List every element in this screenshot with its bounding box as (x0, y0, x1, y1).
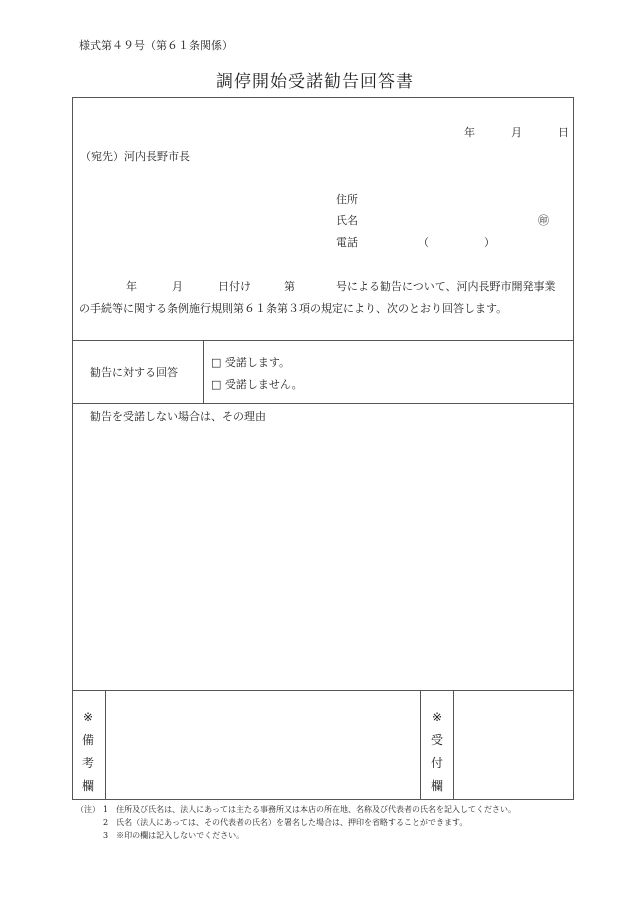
body-number-prefix: 第 (284, 280, 295, 293)
body-line1-rest: 号による勧告について、河内長野市開発事業 (336, 280, 556, 293)
form-frame (72, 97, 574, 800)
receipt-char: 受 (430, 733, 443, 747)
date-day: 日 (558, 126, 569, 139)
note-item-3: 3 ※印の欄は記入しないでください。 (103, 831, 245, 840)
addressee: （宛先）河内長野市長 (80, 150, 190, 163)
form-number: 様式第４９号（第６１条関係） (79, 39, 233, 52)
date-month: 月 (511, 126, 522, 139)
divider-response-top (72, 340, 574, 341)
remarks-char: 備 (81, 733, 94, 747)
divider-response-label (203, 340, 204, 403)
date-year: 年 (464, 126, 475, 139)
document-title: 調停開始受諾勧告回答書 (216, 72, 414, 92)
name-label: 氏名 (336, 214, 358, 227)
remarks-char: 欄 (81, 779, 94, 793)
remarks-label (78, 706, 98, 798)
divider-remarks-top (72, 690, 574, 691)
receipt-marker: ※ (431, 710, 443, 724)
receipt-char: 付 (430, 756, 443, 770)
receipt-char: 欄 (430, 779, 443, 793)
receipt-label (427, 706, 447, 798)
option-accept-label: 受諾します。 (224, 356, 291, 369)
checkbox-accept[interactable]: □ (211, 356, 222, 369)
checkbox-reject[interactable]: □ (211, 378, 222, 391)
body-day: 日付け (218, 280, 251, 293)
option-reject-label: 受諾しません。 (224, 378, 303, 391)
divider-receipt-label (453, 690, 454, 800)
body-month: 月 (172, 280, 183, 293)
divider-remarks-receipt (420, 690, 421, 800)
divider-remarks-label (105, 690, 106, 800)
option-accept (211, 354, 290, 370)
reason-label: 勧告を受諾しない場合は、その理由 (90, 410, 266, 423)
body-line2: の手続等に関する条例施行規則第６１条第３項の規定により、次のとおり回答します。 (79, 302, 508, 315)
option-reject (211, 376, 303, 392)
remarks-marker: ※ (82, 710, 94, 724)
note-item-1: 1 住所及び氏名は、法人にあっては主たる事務所又は本店の所在地、名称及び代表者の氏名を記入してください。 (103, 805, 517, 814)
remarks-char: 考 (81, 756, 94, 770)
response-label: 勧告に対する回答 (90, 366, 178, 379)
phone-open-paren: （ (418, 236, 429, 249)
note-item-2: 2 氏名（法人にあっては、その代表者の氏名）を署名した場合は、押印を省略することができます。 (103, 818, 468, 827)
seal-mark: ㊞ (538, 214, 549, 227)
notes-prefix: （注） (76, 805, 100, 814)
address-label: 住所 (336, 193, 358, 206)
body-year: 年 (126, 280, 137, 293)
divider-reason-top (72, 403, 574, 404)
phone-close-paren: ） (484, 236, 495, 249)
phone-label: 電話 (336, 236, 358, 249)
